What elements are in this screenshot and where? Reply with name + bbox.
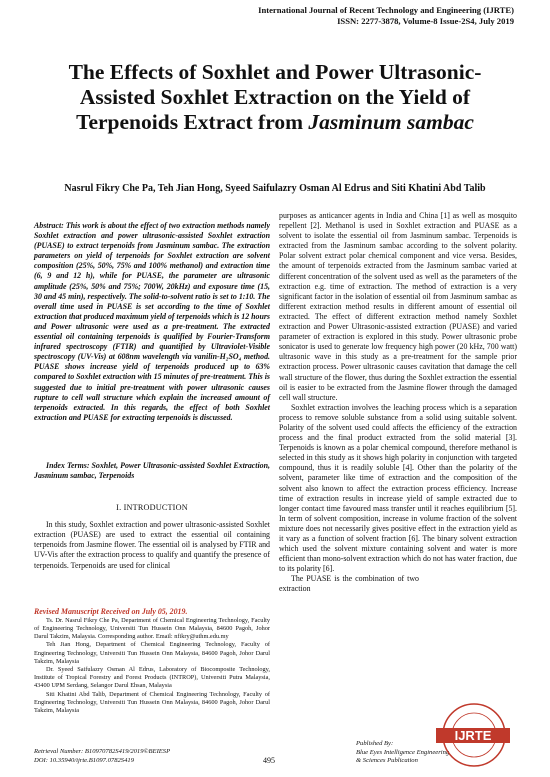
- intro-paragraph: In this study, Soxhlet extraction and power ultrasonic-assisted Soxhlet extraction (PUASE) are used to extract the essential oil containing terpenoids from Jasmine flower. The essential oil is analysed by FTIR and UV-Vis after the extraction process to qualify and quantify the presence of terpenoids. Terpenoids are used for clinical: [34, 520, 270, 570]
- right-paragraph-1: purposes as anticancer agents in India and China [1] as well as mosquito repellent [2]. Methanol is used in Soxhlet extraction and PUASE as a solvent to isolate the essential oil from Jasminum sambac. Terpenoids is extracted from the Jasminum sambac according to the solvent polarity. Polar solvent extract polar chemical component and vice versa. Besides, the amount of terpenoids extracted from the Jasminum sambac varied at different concentration of the solvent used as well as the parameters of the extraction e.g. time of extraction. The method of extraction is a very significant factor in the isolation of essential oil from Jasminum sambac as different extraction method results in different amount of essential oil extracted. The effect of different extraction method namely Soxhlet extraction and Power Ultrasonic-assisted extraction (PUASE) and varied parameter of extraction is explored in this study. Power ultrasonic probe sonicator is used to generate low frequency high power (20 kHz, 700 watt) ultrasonic wave in this study as a pre-treatment for the sample prior extraction process. Power ultrasonic causes cavitation that damage the cell wall structure of the flower, thus during the Soxhlet extraction the essential oil is easier to be extracted from the Jasmine flower through the damaged cell wall structure.: [279, 211, 517, 402]
- journal-header: [258, 5, 514, 27]
- journal-name: International Journal of Recent Technology and Engineering (IJRTE): [258, 5, 514, 15]
- left-column: [34, 211, 270, 715]
- section-heading-introduction: I. INTRODUCTION: [116, 503, 188, 513]
- right-paragraph-2: Soxhlet extraction involves the leaching process which is a separation process to remove soluble substance from a solid using suitable solvent. Polarity of the solvent used could affects the efficiency of the extraction process and the final product extracted from the solid material [3]. Terpenoids is known as a polar chemical compound, therefore methanol is selected in this study as it shows high polarity in conjunction with targeted compound, thus it is readily soluble [4]. Other than the polarity of the solvent, parameter like time of extraction and the composition of the solvent also known to affect the extraction process efficiency. Increase time of extraction results in increase yield of sample extracted due to longer contact time favoured mass transfer until it reaches equilibrium [5]. In term of solvent composition, increase in volume fraction of the solvent mixture does not necessarily gives positive effect in the extraction yield as it vary as a function of solvent fraction [6]. The binary solvent extraction which used the solvent mixture containing solvent and water is more efficient than mono-solvent extraction which do not has water fraction, due to its polarity [6].: [279, 402, 517, 574]
- affiliation-3: Dr. Syeed Saifulazry Osman Al Edrus, Laboratory of Biocomposite Technology, Institute of Tropical Forestry and Forest Products (INTROP), Universiti Putra Malaysia, 43400 UPM Serdang, Selangor Darul Ehsan, Malaysia: [34, 665, 270, 690]
- affiliation-2: Teh Jian Hong, Department of Chemical Engineering Technology, Faculty of Engineering Technology, Universiti Tun Hussein Onn Malaysia, 84600 Pagoh, Johor Darul Takzim, Malaysia: [34, 641, 270, 665]
- publisher-line-1: Blue Eyes Intelligence Engineering: [356, 748, 450, 756]
- ijrte-logo: [430, 700, 514, 770]
- affiliation-1: Ts. Dr. Nasrul Fikry Che Pa, Department of Chemical Engineering Technology, Faculty of Engineering Technology, Universiti Tun Hussein Onn Malaysia, 84600 Pagoh, Johor Darul Takzim, Malaysia. Corresponding author. Email: nfikry@uthm.edu.my: [34, 616, 270, 641]
- page-number: 495: [263, 756, 275, 765]
- revised-note: Revised Manuscript Received on July 05, 2019.: [34, 606, 188, 616]
- logo-text: IJRTE: [454, 728, 492, 743]
- title-italic: Jasminum sambac: [308, 110, 474, 134]
- abstract: Abstract: This work is about the effect of two extraction methods namely Soxhlet extraction and power ultrasonic-assisted Soxhlet extraction (PUASE) to extract terpenoids from Jasminum sambac. The extraction parameters on yield of terpenoids for Soxhlet extraction are solvent composition (25%, 50%, 75% and 100% methanol) and extraction time (6, 9 and 12 h), while for PUASE, the parameter are ultrasonic amplitude (25%, 50% and 75%; 700W, 20kHz) and exposure time (15, 30 and 45 min), respectively. The solid-to-solvent ratio is set to 1:10. The overall time used in PUASE is set according to the time of Soxhlet extraction that produced maximum yield of terpenoids which is 12 hours and Power ultrasonic were used as a pre-treatment. The extracted essential oil containing terpenoids is qualified by Fourier-Transform infrared spectroscopy (FTIR) and quantified by Ultraviolet-Visible spectroscopy (UV-Vis) at 608nm wavelength via vanilin-H₂SO₄ method. PUASE shows increase yield of terpenoids produced up to 63% compared to Soxhlet extraction with 15 minutes of pre-treatment. This is suggested due to initial pre-treatment with power ultrasonic causes rupture to cell wall structure which explain the increased amount of terpenoids extracted. In this regards, the effect of both Soxhlet extraction and PUASE for extracting terpenoids is discussed.: [34, 221, 270, 422]
- publisher-line-2: & Sciences Publication: [356, 757, 418, 764]
- published-by: Published By:: [356, 740, 394, 747]
- right-column: [279, 211, 517, 595]
- footer-left: [34, 748, 170, 765]
- author-list: Nasrul Fikry Che Pa, Teh Jian Hong, Syeed Saifulazry Osman Al Edrus and Siti Khatini Abd Talib: [64, 183, 486, 194]
- affiliation-4: Siti Khatini Abd Talib, Department of Chemical Engineering Technology, Faculty of Engineering Technology, Universiti Tun Hussein Onn Malaysia, 84600 Pagoh, Johor Darul Takzim, Malaysia: [34, 690, 270, 714]
- paper-title: [40, 60, 510, 135]
- index-terms: Index Terms: Soxhlet, Power Ultrasonic-assisted Soxhlet Extraction, Jasminum sambac, Terpenoids: [34, 460, 270, 480]
- journal-issn: ISSN: 2277-3878, Volume-8 Issue-2S4, July 2019: [337, 16, 514, 26]
- doi: DOI: 10.35940/ijrte.B1097.0782S419: [34, 756, 134, 764]
- retrieval-number: Retrieval Number: B10970782S419/2019©BEIESP: [34, 748, 171, 755]
- title-main: The Effects of Soxhlet and Power Ultrasonic-Assisted Soxhlet Extraction on the Yield of Terpenoids Extract from: [68, 60, 482, 134]
- right-paragraph-3: The PUASE is the combination of two extraction: [279, 574, 419, 594]
